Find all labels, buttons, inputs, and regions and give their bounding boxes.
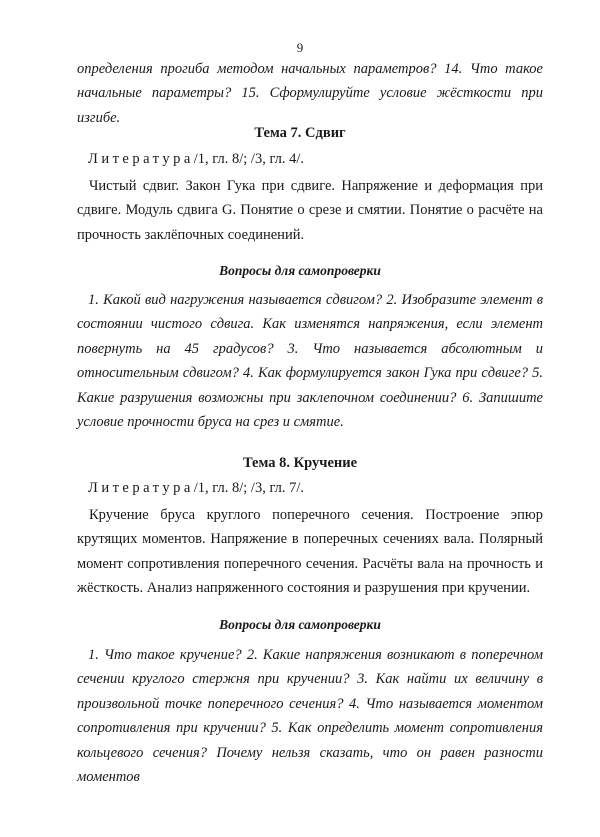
page-number: 9 [296, 40, 304, 55]
topic7-questions-heading: Вопросы для самопроверки [219, 263, 381, 278]
topic8-literature-refs: /1, гл. 8/; /3, гл. 7/. [193, 480, 305, 496]
topic8-questions-heading: Вопросы для самопроверки [219, 617, 381, 632]
topic7-questions: 1. Какой вид нагружения называется сдвигом? 2. Изобразите элемент в состоянии чистого сдвига. Как изменятся напряжения, если элемент повернуть на 45 градусов? 3. Что называется абсолютным и относительным сдвигом? 4. Как формулируется закон Гука при сдвиге? 5. Какие разрушения возможны при заклепочном соединении? 6. Запишите условие прочности бруса на срез и смятие. [77, 292, 543, 431]
topic7-heading: Тема 7. Сдвиг [254, 125, 346, 141]
topic8-questions: 1. Что такое кручение? 2. Какие напряжения возникают в поперечном сечении круглого стержня при кручении? 3. Как найти их величину в произвольной точке поперечного сечения? 4. Что называется моментом сопротивления при кручении? 5. Как определить момент сопротивления кольцевого сечения? Почему нельзя сказать, что он равен разности моментов [77, 647, 543, 786]
topic8-heading: Тема 8. Кручение [242, 455, 358, 471]
topic7-literature [88, 151, 304, 168]
topic8-body: Кручение бруса круглого поперечного сечения. Построение эпюр крутящих моментов. Напряжение в поперечных сечениях вала. Полярный момент сопротивления поперечного сечения. Расчёты вала на прочность и жёсткость. Анализ напряженного состояния и разрушения при кручении. [77, 507, 543, 597]
intro-paragraph: определения прогиба методом начальных параметров? 14. Что такое начальные параметры? 15. Сформулируйте условие жёсткости при изгибе. [77, 61, 543, 126]
topic8-literature [88, 480, 304, 497]
topic7-literature-label: Литература [88, 151, 194, 167]
topic8-literature-label: Литература [88, 480, 194, 496]
topic7-literature-refs: /1, гл. 8/; /3, гл. 4/. [193, 151, 305, 167]
topic7-body: Чистый сдвиг. Закон Гука при сдвиге. Напряжение и деформация при сдвиге. Модуль сдвига G. Понятие о срезе и смятии. Понятие о расчёте на прочность заклёпочных соединений. [77, 178, 543, 243]
